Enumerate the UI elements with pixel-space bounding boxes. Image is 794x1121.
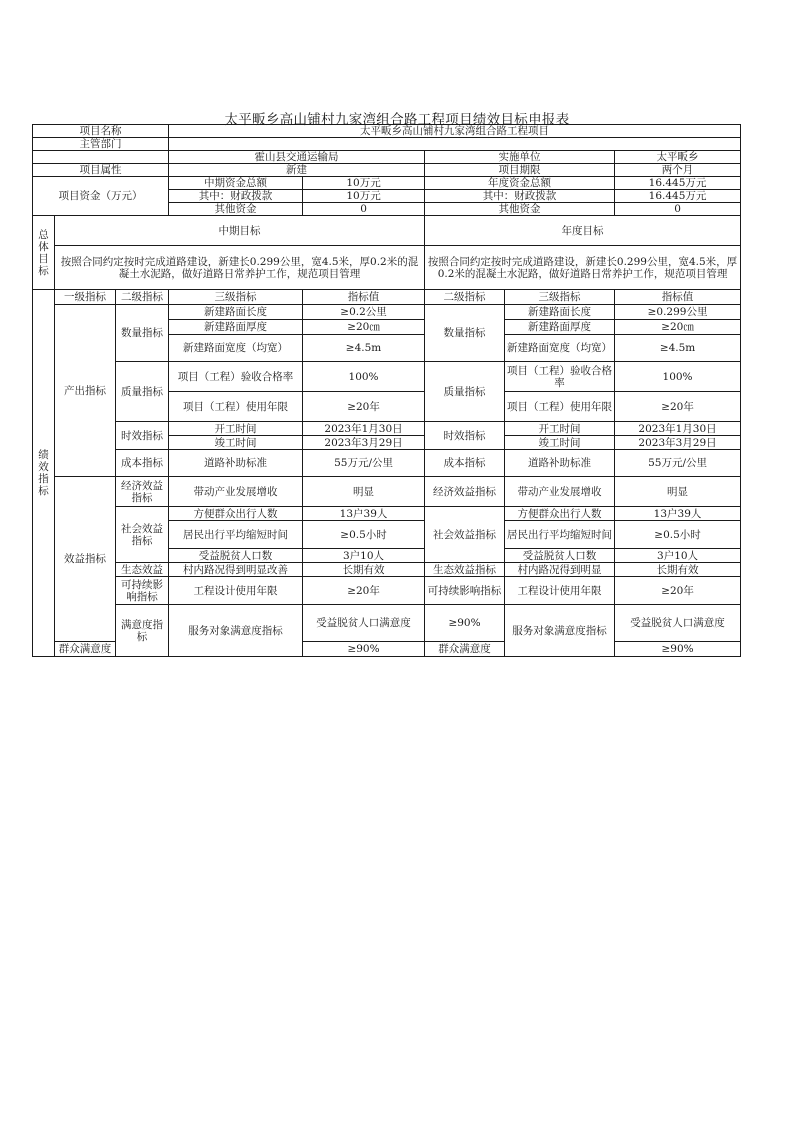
lv-cell: 13户39人 [303,507,425,521]
header-l1: 一级指标 [55,290,116,305]
performance-goal-form [32,124,741,657]
rv-cell: 55万元/公里 [615,450,741,477]
l3-cell: 居民出行平均缩短时间 [169,521,303,549]
period-label: 项目期限 [425,164,615,177]
r3-cell: 工程设计使用年限 [505,577,615,605]
mid-goal-title: 中期目标 [55,216,425,246]
perf-indicator-label: 绩效指标 [33,290,55,657]
l2-time: 时效指标 [116,422,169,450]
l2-service: 服务对象满意度指标 [169,605,303,657]
header-val: 指标值 [303,290,425,305]
l2-sustain: 可持续影响指标 [116,577,169,605]
rv-cell: ≥20年 [615,392,741,422]
lv-cell: 2023年3月29日 [303,436,425,450]
lv-cell: 明显 [303,477,425,507]
r3-cell: 受益脱贫人口满意度 [615,605,741,642]
l1-benefit: 效益指标 [55,477,116,642]
l3-cell: 新建路面宽度（均宽） [169,335,303,362]
l3-cell: 受益脱贫人口满意度 [303,605,425,642]
period-value: 两个月 [615,164,741,177]
rv-cell: 长期有效 [615,563,741,577]
header-l2: 二级指标 [116,290,169,305]
r2-economic: 经济效益指标 [425,477,505,507]
l3-cell: 带动产业发展增收 [169,477,303,507]
dept-label: 主管部门 [33,138,169,151]
impl-unit-label: 实施单位 [425,151,615,164]
r3-cell: 居民出行平均缩短时间 [505,521,615,549]
rv-cell: 明显 [615,477,741,507]
rv-cell: ≥4.5m [615,335,741,362]
rv-cell: ≥0.5小时 [615,521,741,549]
r3-cell: 道路补助标准 [505,450,615,477]
l2-social: 社会效益指标 [116,507,169,563]
rv-cell: ≥20㎝ [615,320,741,335]
year-goal-title: 年度目标 [425,216,741,246]
r2-social: 社会效益指标 [425,507,505,563]
year-other-label: 其他资金 [425,203,615,216]
l3-cell: 受益脱贫人口数 [169,549,303,563]
r2-time: 时效指标 [425,422,505,450]
r2-sustain: 可持续影响指标 [425,577,505,605]
year-other-value: 0 [615,203,741,216]
header-l3: 三级指标 [169,290,303,305]
l3-cell: 新建路面厚度 [169,320,303,335]
lv-cell: ≥20㎝ [303,320,425,335]
year-fiscal-value: 16.445万元 [615,190,741,203]
lv-cell: 长期有效 [303,563,425,577]
r2-eco: 生态效益指标 [425,563,505,577]
lv-cell: ≥4.5m [303,335,425,362]
lv-cell: ≥0.5小时 [303,521,425,549]
r3-cell: 群众满意度 [425,642,505,657]
r3-cell: 受益脱贫人口数 [505,549,615,563]
lv-cell: 2023年1月30日 [303,422,425,436]
attr-value: 新建 [169,164,425,177]
rv-cell: ≥0.299公里 [615,305,741,320]
rv-cell: 100% [615,362,741,392]
r3-cell: 方便群众出行人数 [505,507,615,521]
rv-cell: ≥90% [615,642,741,657]
rv-cell: 3户10人 [615,549,741,563]
lv-cell: 55万元/公里 [303,450,425,477]
mid-total-value: 10万元 [303,177,425,190]
header-rval: 指标值 [615,290,741,305]
lv-cell: 3户10人 [303,549,425,563]
r3-cell: 带动产业发展增收 [505,477,615,507]
l2-quantity: 数量指标 [116,305,169,362]
mid-total-label: 中期资金总额 [169,177,303,190]
dept-value: 霍山县交通运输局 [169,151,425,164]
year-goal-text: 按照合同约定按时完成道路建设，新建长0.299公里，宽4.5米，厚0.2米的混凝土水泥路，做好道路日常养护工作，规范项目管理 [425,246,741,290]
year-total-label: 年度资金总额 [425,177,615,190]
lv-cell: 100% [303,362,425,392]
r3-cell: 新建路面长度 [505,305,615,320]
lv-cell: ≥20年 [303,392,425,422]
header-r2: 二级指标 [425,290,505,305]
rv-cell: 2023年1月30日 [615,422,741,436]
l3-cell: 新建路面长度 [169,305,303,320]
mid-other-value: 0 [303,203,425,216]
lv-cell: ≥20年 [303,577,425,605]
l1-output: 产出指标 [55,305,116,477]
r3-cell: 村内路况得到明显 [505,563,615,577]
l3-cell: 群众满意度 [55,642,116,657]
lv-cell: ≥90% [303,642,425,657]
attr-spacer [33,151,169,164]
impl-unit-value: 太平畈乡 [615,151,741,164]
project-name-label: 项目名称 [33,125,169,138]
l3-cell: 项目（工程）使用年限 [169,392,303,422]
l3-cell: 道路补助标准 [169,450,303,477]
l3-cell: 竣工时间 [169,436,303,450]
r3-cell: 项目（工程）使用年限 [505,392,615,422]
r2-quantity: 数量指标 [425,305,505,362]
l3-cell: 方便群众出行人数 [169,507,303,521]
year-total-value: 16.445万元 [615,177,741,190]
rv-cell: ≥20年 [615,577,741,605]
lv-cell: ≥0.2公里 [303,305,425,320]
dept-value-empty [169,138,741,151]
l3-cell: 项目（工程）验收合格率 [169,362,303,392]
mid-fiscal-label: 其中：财政拨款 [169,190,303,203]
r2-service: 服务对象满意度指标 [505,605,615,657]
rv-cell: 2023年3月29日 [615,436,741,450]
mid-fiscal-value: 10万元 [303,190,425,203]
l2-economic: 经济效益指标 [116,477,169,507]
lv-cell: ≥90% [425,605,505,642]
l2-eco: 生态效益 [116,563,169,577]
attr-label: 项目属性 [33,164,169,177]
l2-quality: 质量指标 [116,362,169,422]
r3-cell: 新建路面厚度 [505,320,615,335]
l3-cell: 工程设计使用年限 [169,577,303,605]
funds-label: 项目资金（万元） [33,177,169,216]
mid-goal-text: 按照合同约定按时完成道路建设，新建长0.299公里，宽4.5米，厚0.2米的混凝土水泥路，做好道路日常养护工作，规范项目管理 [55,246,425,290]
r3-cell: 开工时间 [505,422,615,436]
l3-cell: 村内路况得到明显改善 [169,563,303,577]
rv-cell: 13户39人 [615,507,741,521]
l2-cost: 成本指标 [116,450,169,477]
r3-cell: 竣工时间 [505,436,615,450]
header-r3: 三级指标 [505,290,615,305]
r2-cost: 成本指标 [425,450,505,477]
overall-goal-label: 总体目标 [33,216,55,290]
l1-satisfaction: 满意度指标 [116,605,169,657]
form-title: 太平畈乡高山铺村九家湾组合路工程项目绩效目标申报表 [224,112,570,128]
r3-cell: 新建路面宽度（均宽） [505,335,615,362]
l3-cell: 开工时间 [169,422,303,436]
r2-quality: 质量指标 [425,362,505,422]
project-name-value: 太平畈乡高山铺村九家湾组合路工程项目 [169,125,741,138]
r3-cell: 项目（工程）验收合格率 [505,362,615,392]
mid-other-label: 其他资金 [169,203,303,216]
year-fiscal-label: 其中：财政拨款 [425,190,615,203]
